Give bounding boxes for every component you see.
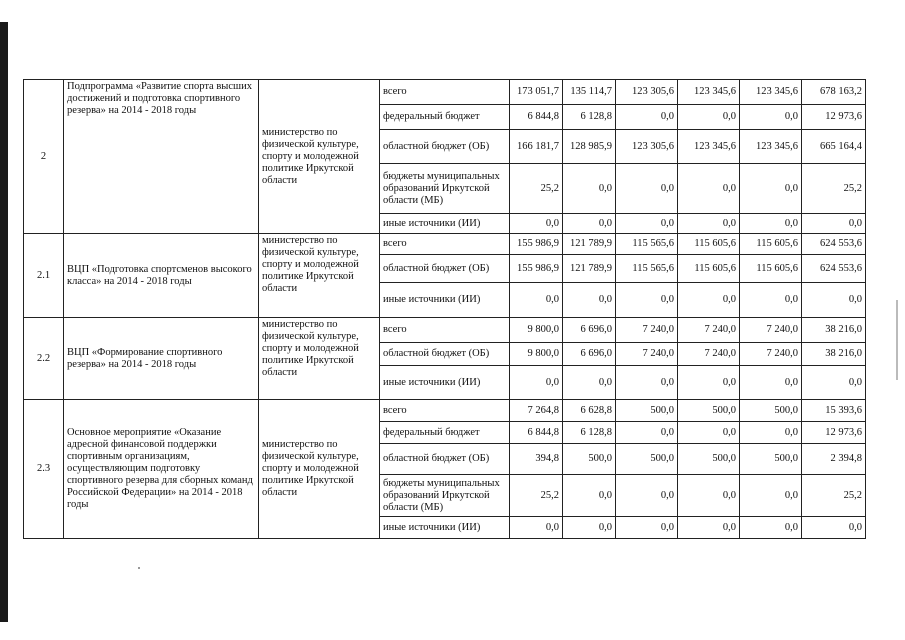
amount-cell: 0,0 [678, 475, 740, 517]
amount-total: 0,0 [802, 517, 866, 539]
amount-cell: 123 345,6 [740, 80, 802, 105]
budget-table [23, 79, 866, 539]
amount-total: 678 163,2 [802, 80, 866, 105]
amount-total: 0,0 [802, 214, 866, 234]
amount-total: 38 216,0 [802, 343, 866, 366]
amount-cell: 0,0 [678, 105, 740, 130]
amount-cell: 135 114,7 [563, 80, 616, 105]
amount-cell: 6 844,8 [510, 422, 563, 444]
amount-cell: 166 181,7 [510, 130, 563, 164]
funding-source: иные источники (ИИ) [380, 283, 510, 318]
amount-cell: 0,0 [740, 105, 802, 130]
amount-cell: 128 985,9 [563, 130, 616, 164]
amount-cell: 0,0 [616, 105, 678, 130]
table-body [24, 80, 866, 539]
amount-cell: 6 696,0 [563, 343, 616, 366]
amount-total: 624 553,6 [802, 234, 866, 255]
amount-cell: 0,0 [616, 517, 678, 539]
scan-speck [138, 567, 140, 569]
amount-cell: 115 605,6 [740, 255, 802, 283]
funding-source: иные источники (ИИ) [380, 214, 510, 234]
amount-cell: 0,0 [616, 164, 678, 214]
amount-cell: 123 305,6 [616, 130, 678, 164]
amount-cell: 0,0 [678, 164, 740, 214]
funding-source: всего [380, 318, 510, 343]
amount-cell: 115 605,6 [678, 255, 740, 283]
amount-cell: 123 345,6 [678, 80, 740, 105]
table-row [24, 234, 866, 255]
item-number: 2.2 [24, 318, 64, 400]
amount-cell: 0,0 [740, 214, 802, 234]
funding-source: всего [380, 80, 510, 105]
amount-cell: 500,0 [563, 444, 616, 475]
scan-edge-right [896, 300, 898, 380]
amount-cell: 500,0 [740, 444, 802, 475]
amount-cell: 500,0 [616, 400, 678, 422]
amount-cell: 0,0 [678, 283, 740, 318]
amount-cell: 394,8 [510, 444, 563, 475]
amount-total: 38 216,0 [802, 318, 866, 343]
table-row [24, 400, 866, 422]
amount-cell: 0,0 [616, 283, 678, 318]
amount-cell: 123 345,6 [740, 130, 802, 164]
amount-cell: 115 565,6 [616, 255, 678, 283]
amount-total: 15 393,6 [802, 400, 866, 422]
amount-cell: 500,0 [740, 400, 802, 422]
amount-cell: 9 800,0 [510, 343, 563, 366]
amount-cell: 500,0 [678, 400, 740, 422]
table-row [24, 80, 866, 105]
amount-cell: 115 605,6 [678, 234, 740, 255]
amount-cell: 0,0 [678, 517, 740, 539]
amount-cell: 0,0 [563, 214, 616, 234]
responsible-executor: министерство по физической культуре, спорту и молодежной политике Иркутской области [259, 400, 380, 539]
table-row [24, 318, 866, 343]
amount-cell: 25,2 [510, 164, 563, 214]
amount-total: 0,0 [802, 366, 866, 400]
amount-cell: 0,0 [616, 422, 678, 444]
funding-source: иные источники (ИИ) [380, 366, 510, 400]
amount-total: 12 973,6 [802, 422, 866, 444]
funding-source: областной бюджет (ОБ) [380, 444, 510, 475]
amount-cell: 0,0 [740, 517, 802, 539]
program-name: ВЦП «Формирование спортивного резерва» на 2014 - 2018 годы [64, 318, 259, 400]
responsible-executor: министерство по физической культуре, спорту и молодежной политике Иркутской области [259, 318, 380, 400]
amount-cell: 123 345,6 [678, 130, 740, 164]
amount-cell: 0,0 [616, 475, 678, 517]
amount-cell: 0,0 [740, 475, 802, 517]
amount-cell: 6 128,8 [563, 105, 616, 130]
amount-cell: 0,0 [563, 283, 616, 318]
amount-total: 0,0 [802, 283, 866, 318]
program-name: ВЦП «Подготовка спортсменов высокого класса» на 2014 - 2018 годы [64, 234, 259, 318]
amount-total: 665 164,4 [802, 130, 866, 164]
amount-cell: 500,0 [616, 444, 678, 475]
amount-cell: 6 696,0 [563, 318, 616, 343]
amount-cell: 7 240,0 [616, 343, 678, 366]
amount-cell: 7 240,0 [616, 318, 678, 343]
funding-source: областной бюджет (ОБ) [380, 255, 510, 283]
amount-total: 12 973,6 [802, 105, 866, 130]
item-number: 2 [24, 80, 64, 234]
amount-cell: 121 789,9 [563, 234, 616, 255]
funding-source: областной бюджет (ОБ) [380, 130, 510, 164]
amount-cell: 0,0 [563, 164, 616, 214]
amount-cell: 6 128,8 [563, 422, 616, 444]
amount-cell: 0,0 [510, 214, 563, 234]
amount-cell: 0,0 [740, 283, 802, 318]
amount-cell: 155 986,9 [510, 255, 563, 283]
amount-cell: 155 986,9 [510, 234, 563, 255]
amount-cell: 0,0 [740, 366, 802, 400]
amount-cell: 121 789,9 [563, 255, 616, 283]
funding-source: бюджеты муниципальных образований Иркутской области (МБ) [380, 164, 510, 214]
funding-source: федеральный бюджет [380, 105, 510, 130]
amount-total: 2 394,8 [802, 444, 866, 475]
responsible-executor: министерство по физической культуре, спорту и молодежной политике Иркутской области [259, 234, 380, 318]
amount-cell: 0,0 [740, 164, 802, 214]
responsible-executor: министерство по физической культуре, спорту и молодежной политике Иркутской области [259, 80, 380, 234]
amount-cell: 7 240,0 [740, 318, 802, 343]
scan-edge-left [0, 22, 8, 622]
funding-source: всего [380, 234, 510, 255]
amount-cell: 0,0 [510, 283, 563, 318]
amount-cell: 0,0 [678, 214, 740, 234]
amount-cell: 0,0 [563, 366, 616, 400]
amount-cell: 123 305,6 [616, 80, 678, 105]
amount-cell: 115 565,6 [616, 234, 678, 255]
amount-cell: 115 605,6 [740, 234, 802, 255]
program-name: Основное мероприятие «Оказание адресной финансовой поддержки спортивным организациям, осуществляющим подготовку спортивного резерва для сборных команд Российской Федерации» на 2014 - 2018 годы [64, 400, 259, 539]
amount-total: 25,2 [802, 164, 866, 214]
amount-cell: 0,0 [563, 475, 616, 517]
amount-cell: 7 240,0 [678, 343, 740, 366]
amount-cell: 173 051,7 [510, 80, 563, 105]
amount-cell: 9 800,0 [510, 318, 563, 343]
amount-cell: 0,0 [616, 214, 678, 234]
amount-cell: 0,0 [616, 366, 678, 400]
amount-cell: 0,0 [510, 366, 563, 400]
amount-cell: 6 844,8 [510, 105, 563, 130]
amount-cell: 7 240,0 [678, 318, 740, 343]
funding-source: областной бюджет (ОБ) [380, 343, 510, 366]
item-number: 2.1 [24, 234, 64, 318]
amount-cell: 500,0 [678, 444, 740, 475]
amount-cell: 0,0 [678, 422, 740, 444]
funding-source: иные источники (ИИ) [380, 517, 510, 539]
funding-source: федеральный бюджет [380, 422, 510, 444]
amount-cell: 7 240,0 [740, 343, 802, 366]
amount-cell: 0,0 [740, 422, 802, 444]
program-name: Подпрограмма «Развитие спорта высших достижений и подготовка спортивного резерва» на 2014 - 2018 годы [64, 80, 259, 234]
item-number: 2.3 [24, 400, 64, 539]
amount-cell: 0,0 [678, 366, 740, 400]
amount-cell: 0,0 [563, 517, 616, 539]
amount-cell: 25,2 [510, 475, 563, 517]
amount-cell: 6 628,8 [563, 400, 616, 422]
amount-cell: 7 264,8 [510, 400, 563, 422]
amount-total: 25,2 [802, 475, 866, 517]
funding-source: бюджеты муниципальных образований Иркутской области (МБ) [380, 475, 510, 517]
funding-source: всего [380, 400, 510, 422]
amount-cell: 0,0 [510, 517, 563, 539]
amount-total: 624 553,6 [802, 255, 866, 283]
